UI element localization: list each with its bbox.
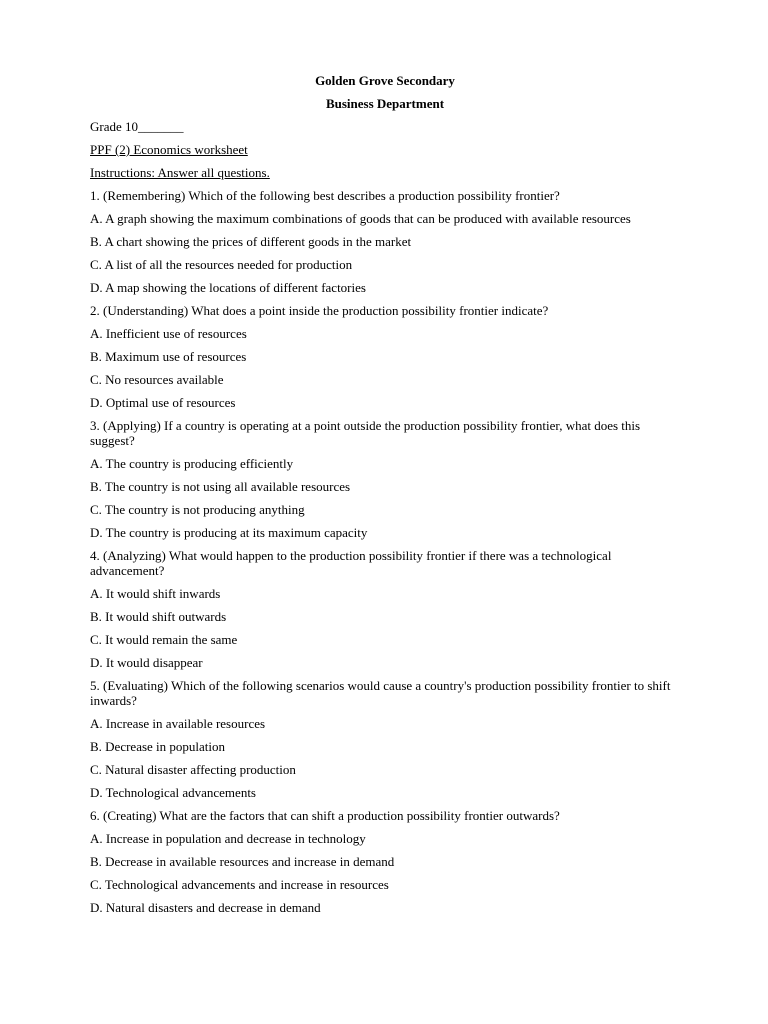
question-6-option-c: C. Technological advancements and increase in resources: [90, 877, 389, 892]
question-2-option-a: A. Inefficient use of resources: [90, 326, 247, 341]
question-3-option-c: C. The country is not producing anything: [90, 502, 305, 517]
instructions: Instructions: Answer all questions.: [90, 165, 270, 180]
question-6: 6. (Creating) What are the factors that can shift a production possibility frontier outwards?: [90, 808, 560, 823]
question-5-option-c: C. Natural disaster affecting production: [90, 762, 296, 777]
question-1-option-c: C. A list of all the resources needed for production: [90, 257, 353, 272]
question-5-option-b: B. Decrease in population: [90, 739, 226, 754]
question-6-option-b: B. Decrease in available resources and increase in demand: [90, 854, 395, 869]
question-3-option-d: D. The country is producing at its maximum capacity: [90, 525, 368, 540]
question-1-option-d: D. A map showing the locations of different factories: [90, 280, 366, 295]
question-4-option-a: A. It would shift inwards: [90, 586, 221, 601]
question-5-option-a: A. Increase in available resources: [90, 716, 266, 731]
question-3-option-b: B. The country is not using all available resources: [90, 479, 351, 494]
worksheet-title: PPF (2) Economics worksheet: [90, 142, 248, 157]
question-1-option-b: B. A chart showing the prices of different goods in the market: [90, 234, 412, 249]
question-4-option-d: D. It would disappear: [90, 655, 203, 670]
question-2: 2. (Understanding) What does a point inside the production possibility frontier indicate?: [90, 303, 549, 318]
question-6-option-d: D. Natural disasters and decrease in demand: [90, 900, 321, 915]
question-5: 5. (Evaluating) Which of the following scenarios would cause a country's production possibility frontier to shift inwards?: [90, 678, 671, 708]
question-4: 4. (Analyzing) What would happen to the production possibility frontier if there was a technological advancement?: [90, 548, 612, 578]
grade-line: Grade 10_______: [90, 119, 184, 134]
question-4-option-b: B. It would shift outwards: [90, 609, 227, 624]
school-name: Golden Grove Secondary: [315, 73, 455, 88]
question-1: 1. (Remembering) Which of the following best describes a production possibility frontier?: [90, 188, 560, 203]
question-list: [90, 188, 680, 915]
question-1-option-a: A. A graph showing the maximum combinations of goods that can be produced with available resources: [90, 211, 631, 226]
department-name: Business Department: [325, 96, 445, 111]
question-2-option-d: D. Optimal use of resources: [90, 395, 236, 410]
question-3: 3. (Applying) If a country is operating at a point outside the production possibility frontier, what does this suggest?: [90, 418, 641, 448]
question-3-option-a: A. The country is producing efficiently: [90, 456, 294, 471]
question-2-option-b: B. Maximum use of resources: [90, 349, 247, 364]
question-6-option-a: A. Increase in population and decrease in technology: [90, 831, 366, 846]
question-2-option-c: C. No resources available: [90, 372, 224, 387]
question-4-option-c: C. It would remain the same: [90, 632, 238, 647]
question-5-option-d: D. Technological advancements: [90, 785, 256, 800]
